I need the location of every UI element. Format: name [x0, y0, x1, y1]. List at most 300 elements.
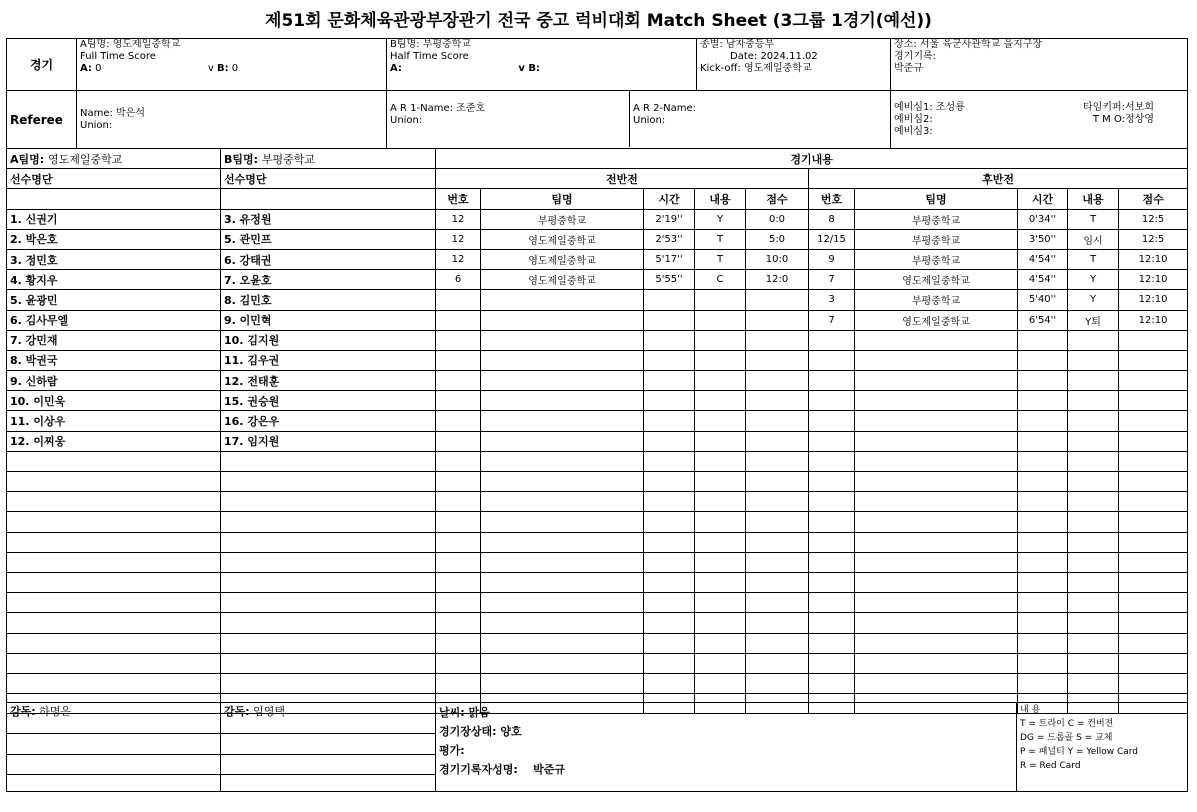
- match-cell: [1119, 512, 1188, 532]
- match-cell: [855, 653, 1018, 673]
- table-row: [7, 350, 436, 370]
- player-cell-a: 3. 정민호: [7, 249, 221, 269]
- ar2-block: [629, 91, 890, 147]
- list-b-header: 선수명단: [221, 169, 436, 189]
- first-half-title: 전반전: [436, 169, 809, 189]
- match-cell: [1018, 653, 1068, 673]
- match-cell: [1119, 492, 1188, 512]
- match-cell: [644, 593, 695, 613]
- match-cell: [855, 673, 1018, 693]
- match-cell: [481, 572, 644, 592]
- weather: 날씨: 맑음: [439, 706, 490, 719]
- match-cell: 6'54'': [1018, 310, 1068, 330]
- match-cell: [1068, 673, 1119, 693]
- player-cell-a: [7, 451, 221, 471]
- match-cell: [481, 350, 644, 370]
- legend-line-3: P = 패널티 Y = Yellow Card: [1020, 747, 1139, 757]
- match-cell: Y: [1068, 290, 1119, 310]
- match-cell: [1018, 431, 1068, 451]
- match-cell: 12:0: [746, 270, 809, 290]
- player-cell-a: [7, 492, 221, 512]
- match-cell: [481, 532, 644, 552]
- match-cell: [855, 492, 1018, 512]
- table-row: [436, 472, 1188, 492]
- team-b-label: B팀명:: [390, 39, 420, 50]
- player-cell-b: [221, 593, 436, 613]
- match-cell: [1018, 552, 1068, 572]
- match-cell: [436, 391, 481, 411]
- match-cell: T: [695, 249, 746, 269]
- match-cell: [695, 653, 746, 673]
- match-cell: C: [695, 270, 746, 290]
- table-row: [7, 431, 436, 451]
- match-cell: [481, 613, 644, 633]
- player-cell-b: 6. 강태권: [221, 249, 436, 269]
- match-cell: [644, 431, 695, 451]
- table-row: [7, 330, 436, 350]
- match-cell: [809, 451, 855, 471]
- team-a-label: A팀명:: [80, 39, 110, 50]
- match-cell: T: [1068, 249, 1119, 269]
- match-cell: 5'55'': [644, 270, 695, 290]
- match-cell: [1068, 593, 1119, 613]
- match-cell: [855, 552, 1018, 572]
- table-row: [436, 673, 1188, 693]
- match-cell: [855, 472, 1018, 492]
- match-cell: 3'50'': [1018, 229, 1068, 249]
- player-cell-b: 11. 김우권: [221, 350, 436, 370]
- table-row: [7, 411, 436, 431]
- match-cell: [695, 472, 746, 492]
- table-row: [436, 290, 1188, 310]
- match-cell: 5'17'': [644, 249, 695, 269]
- officials-cell: [891, 91, 1188, 149]
- table-row: [436, 330, 1188, 350]
- player-cell-a: 9. 신하람: [7, 371, 221, 391]
- match-header-cell: 번호: [436, 189, 481, 209]
- match-cell: [746, 431, 809, 451]
- table-row: [7, 209, 436, 229]
- recorder-sign-name: 박준규: [533, 763, 565, 776]
- match-cell: [481, 492, 644, 512]
- a-score: 0: [95, 63, 102, 74]
- table-row: [7, 270, 436, 290]
- match-cell: 부평중학교: [855, 249, 1018, 269]
- table-row: [436, 593, 1188, 613]
- match-cell: [809, 572, 855, 592]
- match-cell: [809, 330, 855, 350]
- player-cell-b: [221, 472, 436, 492]
- match-cell: [1068, 532, 1119, 552]
- match-cell: [436, 653, 481, 673]
- match-header-cell: 점수: [1119, 189, 1188, 209]
- match-cell: [1018, 613, 1068, 633]
- match-cell: [695, 350, 746, 370]
- match-cell: [746, 512, 809, 532]
- match-cell: [1018, 451, 1068, 471]
- player-cell-b: [221, 613, 436, 633]
- match-cell: [809, 653, 855, 673]
- match-info-table: [6, 38, 1188, 149]
- match-cell: [1119, 451, 1188, 471]
- match-cell: [1068, 330, 1119, 350]
- match-cell: 부평중학교: [481, 209, 644, 229]
- match-cell: [695, 290, 746, 310]
- match-cell: [1018, 673, 1068, 693]
- match-cell: [644, 391, 695, 411]
- match-cell: [481, 330, 644, 350]
- recorder-sign-label: 경기기록자성명:: [439, 763, 518, 776]
- player-list-body: [7, 209, 436, 774]
- player-cell-b: 7. 오윤호: [221, 270, 436, 290]
- player-cell-b: 16. 강은우: [221, 411, 436, 431]
- legend-line-2: DG = 드롭골 S = 교체: [1020, 733, 1113, 743]
- team-b-info-cell: [387, 39, 697, 91]
- referee-name: Name: 박은석: [80, 107, 146, 119]
- match-cell: [855, 371, 1018, 391]
- table-row: [436, 371, 1188, 391]
- table-row: [436, 532, 1188, 552]
- footer-table: [6, 702, 1188, 792]
- table-row: [436, 512, 1188, 532]
- player-cell-b: [221, 653, 436, 673]
- match-cell: [695, 673, 746, 693]
- player-cell-a: 8. 박권국: [7, 350, 221, 370]
- conditions-cell: [436, 703, 1017, 792]
- match-header-cell: 팀명: [481, 189, 644, 209]
- list-b-team-name: 부평중학교: [261, 152, 316, 166]
- table-row: [7, 593, 436, 613]
- match-cell: [1119, 472, 1188, 492]
- match-cell: [436, 472, 481, 492]
- table-row: [436, 411, 1188, 431]
- match-cell: [1119, 633, 1188, 653]
- match-cell: [436, 451, 481, 471]
- match-cell: 12: [436, 229, 481, 249]
- match-cell: [644, 310, 695, 330]
- match-cell: [481, 593, 644, 613]
- table-row: [436, 633, 1188, 653]
- match-cell: [746, 633, 809, 653]
- match-cell: [436, 673, 481, 693]
- match-cell: [481, 552, 644, 572]
- match-cell: [695, 492, 746, 512]
- match-header-cell: 시간: [644, 189, 695, 209]
- ar1-block: [387, 91, 629, 147]
- match-cell: [644, 572, 695, 592]
- match-cell: [1018, 391, 1068, 411]
- match-cell: [1119, 593, 1188, 613]
- reserve-2: 예비심2:: [894, 113, 933, 125]
- player-cell-a: [7, 472, 221, 492]
- match-cell: [644, 673, 695, 693]
- match-header-cell: 내용: [1068, 189, 1119, 209]
- half-a-label: A:: [390, 63, 402, 74]
- match-cell: [1068, 512, 1119, 532]
- legend-line-4: R = Red Card: [1020, 761, 1081, 771]
- match-cell: [644, 411, 695, 431]
- match-cell: [746, 593, 809, 613]
- match-content-title: 경기내용: [436, 149, 1188, 169]
- match-cell: [644, 653, 695, 673]
- match-cell: [481, 451, 644, 471]
- match-cell: [695, 512, 746, 532]
- match-cell: 2'19'': [644, 209, 695, 229]
- match-cell: [809, 673, 855, 693]
- table-row: [7, 391, 436, 411]
- page-title: 제51회 문화체육관광부장관기 전국 중고 럭비대회 Match Sheet (3그룹 1경기(예선)): [265, 11, 932, 31]
- match-cell: [1018, 572, 1068, 592]
- coach-a-cell: [7, 703, 221, 792]
- match-cell: [436, 572, 481, 592]
- match-cell: [809, 411, 855, 431]
- match-cell: [436, 532, 481, 552]
- match-cell: [436, 350, 481, 370]
- list-a-team-label: A팀명:: [10, 152, 45, 166]
- match-cell: [746, 613, 809, 633]
- player-cell-b: [221, 512, 436, 532]
- team-a-info-cell: [77, 39, 387, 91]
- match-cell: [644, 472, 695, 492]
- match-date: Date: 2024.11.02: [730, 51, 818, 62]
- player-cell-a: 5. 윤광민: [7, 290, 221, 310]
- match-cell: [855, 532, 1018, 552]
- match-cell: 12:10: [1119, 290, 1188, 310]
- match-cell: [1018, 472, 1068, 492]
- match-cell: 4'54'': [1018, 249, 1068, 269]
- match-cell: [746, 552, 809, 572]
- match-cell: [695, 411, 746, 431]
- match-cell: 12: [436, 209, 481, 229]
- match-cell: [1119, 431, 1188, 451]
- player-cell-a: [7, 572, 221, 592]
- match-cell: [746, 350, 809, 370]
- match-cell: [1068, 472, 1119, 492]
- match-cell: [644, 552, 695, 572]
- match-cell: [695, 532, 746, 552]
- table-row: [436, 209, 1188, 229]
- match-cell: [1018, 371, 1068, 391]
- player-cell-b: [221, 451, 436, 471]
- match-cell: [644, 330, 695, 350]
- reserve-3: 예비심3:: [894, 125, 933, 137]
- match-cell: Y퇴: [1068, 310, 1119, 330]
- coach-b-cell: [221, 703, 436, 792]
- match-cell: [481, 673, 644, 693]
- match-cell: [855, 633, 1018, 653]
- match-cell: 영도제일중학교: [481, 270, 644, 290]
- reserve-1: 예비심1: 조성룡: [894, 101, 965, 113]
- match-cell: [644, 371, 695, 391]
- player-cell-a: 4. 황지우: [7, 270, 221, 290]
- player-cell-a: 1. 신권기: [7, 209, 221, 229]
- match-cell: [695, 391, 746, 411]
- b-score-label: B:: [216, 63, 229, 74]
- referee-cell: [77, 91, 387, 149]
- legend-title: 내 용: [1020, 705, 1041, 715]
- player-cell-a: 7. 강민재: [7, 330, 221, 350]
- match-cell: [809, 633, 855, 653]
- match-cell: [1119, 411, 1188, 431]
- ar2-name: A R 2-Name:: [633, 103, 696, 114]
- player-cell-b: 10. 김지원: [221, 330, 436, 350]
- list-row-spacer: [221, 189, 436, 209]
- match-cell: [855, 572, 1018, 592]
- match-cell: [809, 371, 855, 391]
- match-cell: [1018, 633, 1068, 653]
- table-row: [7, 451, 436, 471]
- player-cell-a: [7, 673, 221, 693]
- player-cell-a: 11. 이상우: [7, 411, 221, 431]
- match-cell: [746, 492, 809, 512]
- match-cell: [644, 492, 695, 512]
- vs-label: v: [207, 63, 214, 74]
- match-cell: [481, 472, 644, 492]
- half-b-label: v B:: [518, 63, 540, 74]
- table-row: [7, 249, 436, 269]
- game-label: 경기: [7, 39, 77, 91]
- player-cell-a: [7, 653, 221, 673]
- ground-condition: 경기장상태: 양호: [439, 725, 522, 738]
- match-cell: [855, 451, 1018, 471]
- player-cell-a: 12. 이찌웅: [7, 431, 221, 451]
- b-score: 0: [231, 63, 239, 74]
- match-cell: 부평중학교: [855, 209, 1018, 229]
- table-row: [436, 350, 1188, 370]
- match-cell: [695, 613, 746, 633]
- venue-cell: [891, 39, 1188, 91]
- player-cell-b: 3. 유정원: [221, 209, 436, 229]
- a-score-label: A:: [80, 63, 92, 74]
- second-half-title: 후반전: [809, 169, 1188, 189]
- match-cell: 12:10: [1119, 249, 1188, 269]
- coach-a-label: 감독:: [10, 705, 36, 718]
- match-cell: [1068, 431, 1119, 451]
- table-row: [436, 552, 1188, 572]
- table-row: [436, 572, 1188, 592]
- match-cell: [1018, 593, 1068, 613]
- list-b-team-label: B팀명:: [224, 152, 259, 166]
- match-cell: [809, 512, 855, 532]
- table-row: [7, 613, 436, 633]
- match-cell: [695, 310, 746, 330]
- match-cell: [1119, 371, 1188, 391]
- match-cell: [809, 593, 855, 613]
- table-row: [7, 572, 436, 592]
- player-cell-b: [221, 492, 436, 512]
- timekeeper: 타임키퍼:서보희: [1083, 101, 1154, 113]
- match-cell: [644, 532, 695, 552]
- match-cell: [1119, 350, 1188, 370]
- match-header-cell: 점수: [746, 189, 809, 209]
- match-cell: [436, 310, 481, 330]
- player-cell-b: 5. 관민프: [221, 229, 436, 249]
- player-cell-a: [7, 532, 221, 552]
- match-cell: [481, 310, 644, 330]
- assistant-referees-cell: [387, 91, 891, 149]
- match-cell: [436, 613, 481, 633]
- match-cell: [855, 431, 1018, 451]
- match-cell: [695, 633, 746, 653]
- match-cell: [746, 572, 809, 592]
- table-row: [7, 532, 436, 552]
- match-cell: [1119, 572, 1188, 592]
- match-cell: [855, 350, 1018, 370]
- coach-a-name: 하명은: [39, 705, 72, 718]
- match-cell: [1068, 492, 1119, 512]
- team-a-name: 영도제일중학교: [112, 39, 181, 50]
- match-cell: [644, 613, 695, 633]
- match-cell: [1018, 492, 1068, 512]
- match-cell: 9: [809, 249, 855, 269]
- match-cell: [1068, 653, 1119, 673]
- match-header-cell: 내용: [695, 189, 746, 209]
- division-cell: [697, 39, 891, 91]
- match-cell: [809, 552, 855, 572]
- player-cell-b: 8. 김민호: [221, 290, 436, 310]
- rating: 평가:: [439, 744, 465, 757]
- match-cell: [436, 371, 481, 391]
- table-row: [7, 653, 436, 673]
- match-cell: [809, 431, 855, 451]
- player-lists-table: [6, 148, 436, 775]
- match-cell: [855, 391, 1018, 411]
- match-cell: [1068, 572, 1119, 592]
- table-row: [7, 552, 436, 572]
- match-cell: [1119, 330, 1188, 350]
- match-cell: [809, 492, 855, 512]
- match-cell: 4'54'': [1018, 270, 1068, 290]
- player-cell-a: [7, 593, 221, 613]
- player-cell-b: [221, 552, 436, 572]
- player-cell-b: [221, 633, 436, 653]
- match-cell: [1068, 391, 1119, 411]
- match-cell: [695, 371, 746, 391]
- table-row: [436, 310, 1188, 330]
- player-cell-b: [221, 673, 436, 693]
- match-cell: [1018, 532, 1068, 552]
- list-a-team-cell: [7, 149, 221, 169]
- player-cell-a: [7, 552, 221, 572]
- match-cell: [695, 552, 746, 572]
- match-cell: [481, 290, 644, 310]
- match-cell: [436, 411, 481, 431]
- table-row: [436, 391, 1188, 411]
- match-cell: [695, 451, 746, 471]
- match-cell: [644, 350, 695, 370]
- match-cell: [481, 411, 644, 431]
- player-cell-a: [7, 512, 221, 532]
- recorder-name: 박준규: [894, 63, 923, 74]
- match-cell: [746, 391, 809, 411]
- match-cell: [1068, 552, 1119, 572]
- match-cell: [855, 613, 1018, 633]
- match-cell: 임시: [1068, 229, 1119, 249]
- list-a-team-name: 영도제일중학교: [48, 152, 123, 166]
- match-cell: [1018, 350, 1068, 370]
- match-cell: [436, 431, 481, 451]
- match-cell: [809, 391, 855, 411]
- ar2-union: Union:: [633, 115, 666, 126]
- player-cell-a: 10. 이민욱: [7, 391, 221, 411]
- match-header-cell: 팀명: [855, 189, 1018, 209]
- match-cell: [746, 451, 809, 471]
- match-cell: [1119, 532, 1188, 552]
- match-cell: [695, 431, 746, 451]
- match-header-row: [436, 189, 1188, 209]
- player-cell-b: 15. 권승원: [221, 391, 436, 411]
- player-cell-a: [7, 613, 221, 633]
